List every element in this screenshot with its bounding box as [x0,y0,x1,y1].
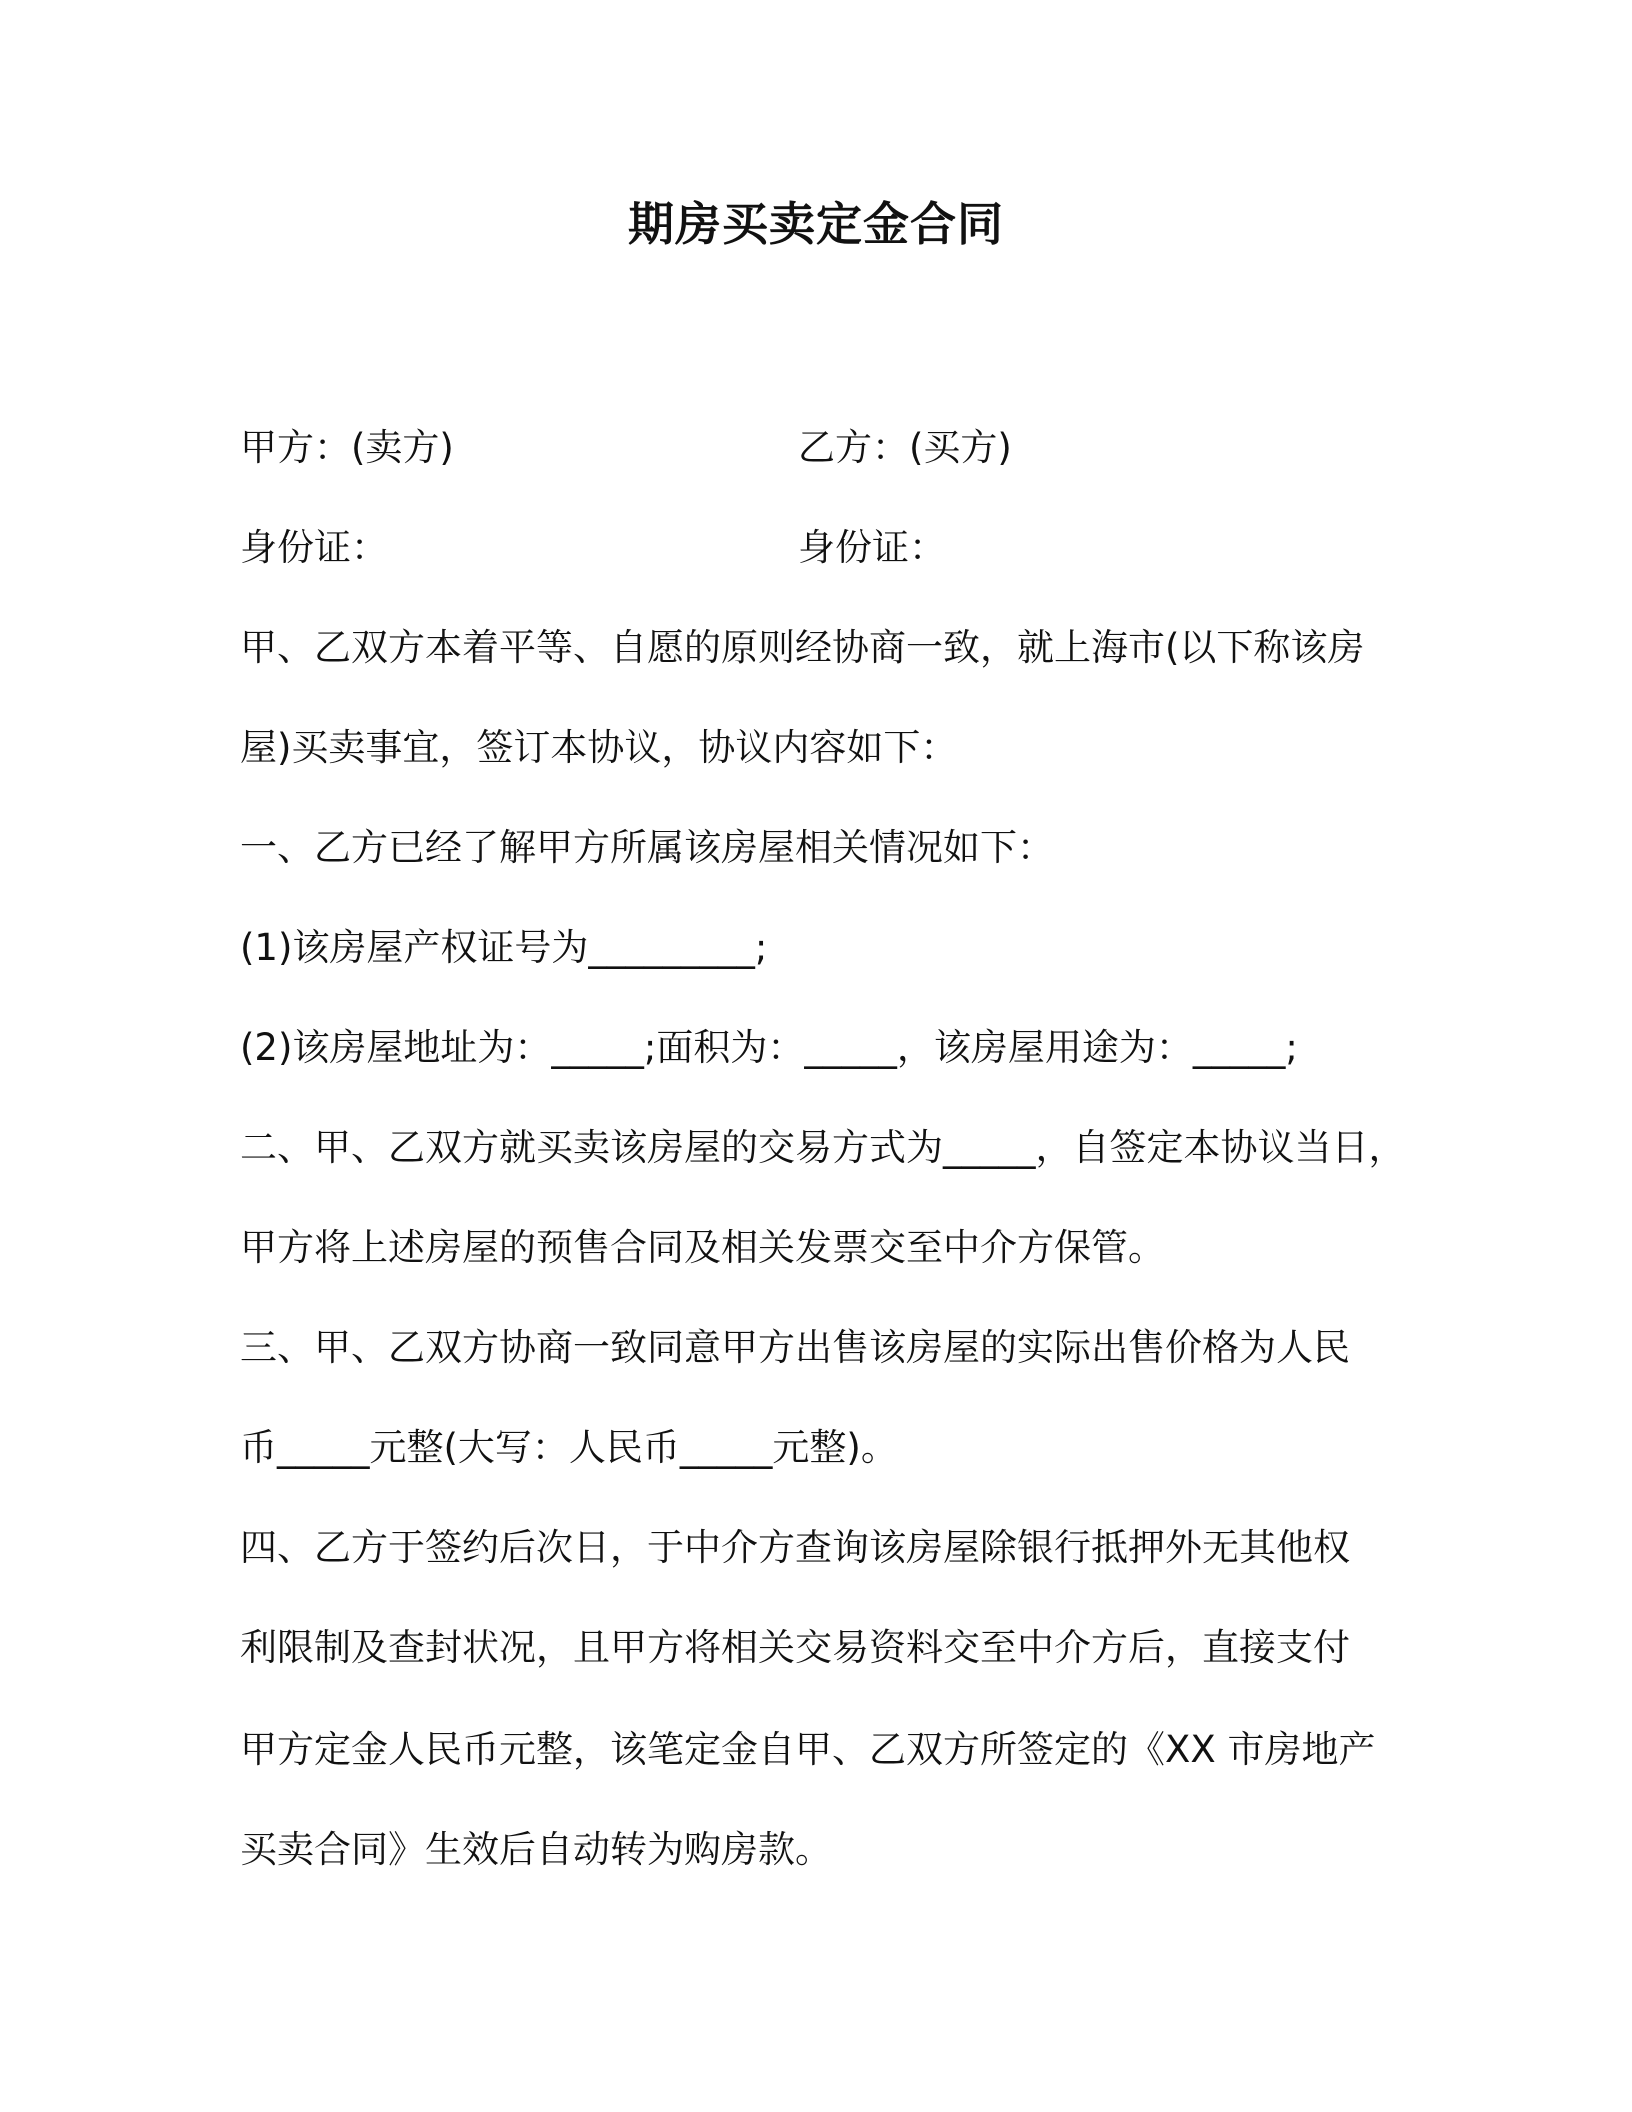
paragraph-line: 甲、乙双方本着平等、自愿的原则经协商一致，就上海市(以下称该房 [240,626,1365,669]
paragraph-line: (1)该房屋产权证号为_________; [240,926,768,969]
party-a-label: 甲方：(卖方) [240,426,454,469]
party-a-id: 身份证： [240,526,388,569]
paragraph-line: 三、甲、乙双方协商一致同意甲方出售该房屋的实际出售价格为人民 [240,1326,1350,1369]
document-title: 期房买卖定金合同 [628,197,1004,251]
paragraph-line: 利限制及查封状况，且甲方将相关交易资料交至中介方后，直接支付 [240,1626,1350,1669]
paragraph-line: 甲方定金人民币元整，该笔定金自甲、乙双方所签定的《XX 市房地产 [240,1728,1376,1771]
paragraph-line: 一、乙方已经了解甲方所属该房屋相关情况如下： [240,826,1054,869]
paragraph-line: 屋)买卖事宜，签订本协议，协议内容如下： [240,726,958,769]
paragraph-line: 二、甲、乙双方就买卖该房屋的交易方式为_____，自签定本协议当日， [240,1126,1406,1169]
paragraph-line: 甲方将上述房屋的预售合同及相关发票交至中介方保管。 [240,1226,1165,1269]
paragraph-line: 买卖合同》生效后自动转为购房款。 [240,1828,832,1871]
paragraph-line: 四、乙方于签约后次日，于中介方查询该房屋除银行抵押外无其他权 [240,1526,1350,1569]
paragraph-line: (2)该房屋地址为：_____;面积为：_____，该房屋用途为：_____; [240,1026,1298,1069]
paragraph-line: 币_____元整(大写：人民币_____元整)。 [240,1426,898,1469]
party-b-id: 身份证： [798,526,946,569]
party-b-label: 乙方：(买方) [798,426,1012,469]
